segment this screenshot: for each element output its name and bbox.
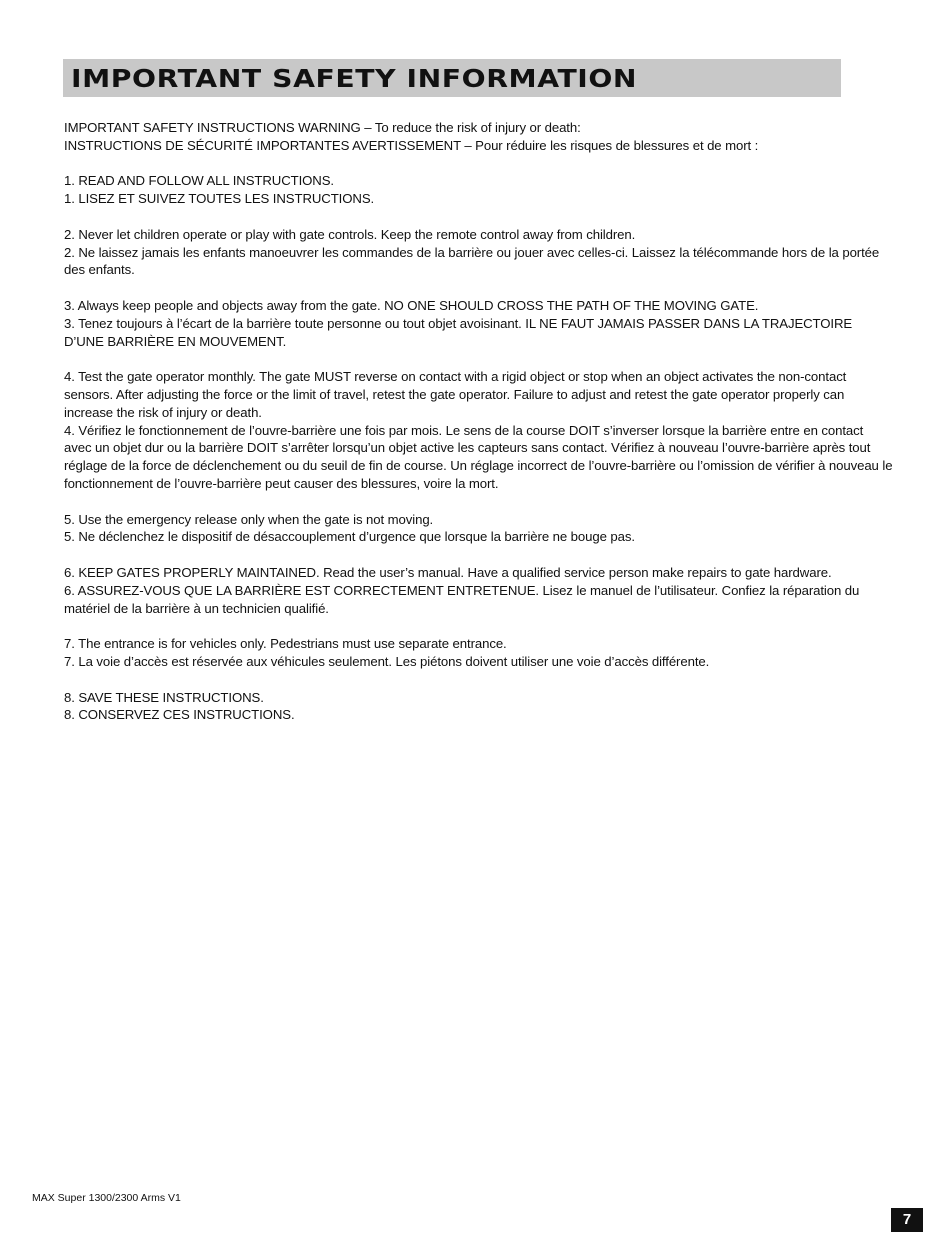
instruction-item-6 xyxy=(64,564,894,617)
instruction-item-4 xyxy=(64,368,894,493)
document-body xyxy=(64,119,894,742)
instruction-french: 5. Ne déclenchez le dispositif de désaccouplement d’urgence que lorsque la barrière ne bouge pas. xyxy=(64,529,635,545)
section-header xyxy=(63,59,841,97)
instruction-english: 8. SAVE THESE INSTRUCTIONS. xyxy=(64,689,264,705)
instruction-english: 5. Use the emergency release only when the gate is not moving. xyxy=(64,511,434,527)
instruction-english: 7. The entrance is for vehicles only. Pedestrians must use separate entrance. xyxy=(64,636,507,652)
instruction-item-2 xyxy=(64,226,894,279)
instruction-item-1 xyxy=(64,172,894,208)
intro-english: IMPORTANT SAFETY INSTRUCTIONS WARNING – To reduce the risk of injury or death: xyxy=(64,120,581,135)
instruction-french: 3. Tenez toujours à l’écart de la barrière toute personne ou tout objet avoisinant. IL NE FAUT JAMAIS PASSER DANS LA TRAJECTOIRE D’UNE BARRIÈRE EN MOUVEMENT. xyxy=(64,315,853,349)
intro-block xyxy=(64,119,894,155)
page-number: 7 xyxy=(891,1208,923,1232)
intro-french: INSTRUCTIONS DE SÉCURITÉ IMPORTANTES AVERTISSEMENT – Pour réduire les risques de blessures et de mort : xyxy=(64,137,759,153)
footer-product-name: MAX Super 1300/2300 Arms V1 xyxy=(32,1192,181,1204)
instruction-french: 4. Vérifiez le fonctionnement de l’ouvre-barrière une fois par mois. Le sens de la course DOIT s’inverser lorsque la barrière entre en contact avec un objet dur ou la barrière DOIT s’arrêter lorsqu’un objet active les capteurs sans contact. Vérifiez à nouveau l’ouvre-barrière après tout réglage de la force de déclenchement ou du seuil de fin de course. Un réglage incorrect de l’ouvre-barrière ou l’omission de vérifier à nouveau le fonctionnement de l’ouvre-barrière peut causer des blessures, voire la mort. xyxy=(64,422,893,491)
instruction-item-3 xyxy=(64,297,894,350)
instruction-item-7 xyxy=(64,635,894,671)
instruction-english: 4. Test the gate operator monthly. The gate MUST reverse on contact with a rigid object or stop when an object activates the non-contact sensors. After adjusting the force or the limit of travel, retest the gate operator. Failure to adjust and retest the gate operator properly can increase the risk of injury or death. xyxy=(64,369,847,420)
instruction-french: 1. LISEZ ET SUIVEZ TOUTES LES INSTRUCTIONS. xyxy=(64,191,375,207)
instruction-english: 6. KEEP GATES PROPERLY MAINTAINED. Read the user’s manual. Have a qualified service person make repairs to gate hardware. xyxy=(64,564,832,580)
instruction-item-5 xyxy=(64,511,894,547)
page-title: IMPORTANT SAFETY INFORMATION xyxy=(71,64,638,93)
instruction-english: 3. Always keep people and objects away from the gate. NO ONE SHOULD CROSS THE PATH OF THE MOVING GATE. xyxy=(64,297,759,313)
instruction-french: 6. ASSUREZ-VOUS QUE LA BARRIÈRE EST CORRECTEMENT ENTRETENUE. Lisez le manuel de l’utilisateur. Confiez la réparation du matériel de la barrière à un technicien qualifié. xyxy=(64,582,860,616)
instruction-item-8 xyxy=(64,689,894,725)
instruction-french: 7. La voie d’accès est réservée aux véhicules seulement. Les piétons doivent utiliser une voie d’accès différente. xyxy=(64,653,710,669)
instruction-french: 2. Ne laissez jamais les enfants manoeuvrer les commandes de la barrière ou jouer avec celles-ci. Laissez la télécommande hors de la portée des enfants. xyxy=(64,244,880,278)
instruction-english: 1. READ AND FOLLOW ALL INSTRUCTIONS. xyxy=(64,173,334,189)
instruction-french: 8. CONSERVEZ CES INSTRUCTIONS. xyxy=(64,707,295,723)
instruction-english: 2. Never let children operate or play with gate controls. Keep the remote control away from children. xyxy=(64,226,636,242)
